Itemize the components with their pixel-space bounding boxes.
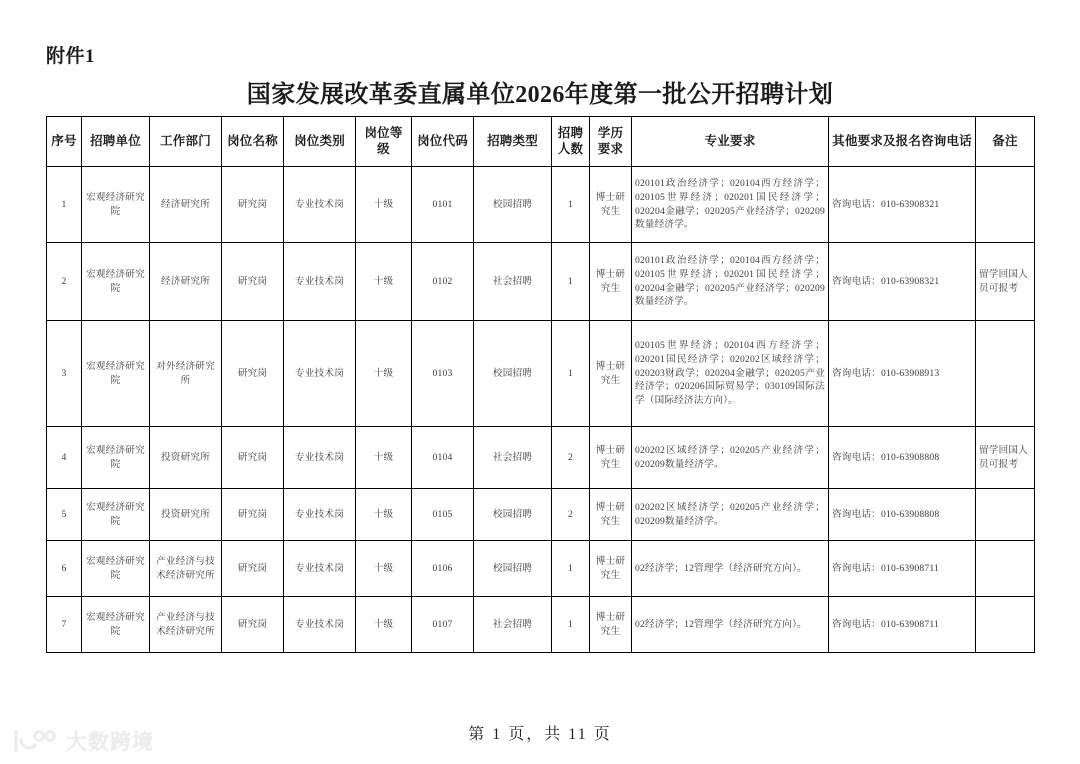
column-header-post-name: 岗位名称 [222,117,284,167]
cell-remark [976,321,1035,427]
column-header-post-category: 岗位类别 [284,117,356,167]
cell-dept: 投资研究所 [150,427,222,489]
cell-education: 博士研究生 [590,597,632,653]
recruitment-plan-table [46,116,1035,653]
cell-dept: 经济研究所 [150,167,222,243]
watermark-text: 大数跨境 [66,731,154,754]
cell-unit: 宏观经济研究院 [82,541,150,597]
cell-remark: 留学回国人员可报考 [976,427,1035,489]
cell-other: 咨询电话：010-63908711 [829,541,976,597]
cell-major: 02经济学；12管理学（经济研究方向）。 [632,541,829,597]
cell-education: 博士研究生 [590,167,632,243]
cell-seq: 2 [47,243,82,321]
table-row [47,167,1035,243]
cell-other: 咨询电话：010-63908808 [829,427,976,489]
cell-post-name: 研究岗 [222,597,284,653]
table-row [47,427,1035,489]
page-number-footer: 第 1 页，共 11 页 [468,726,612,743]
cell-recruit-type: 校园招聘 [474,541,552,597]
cell-unit: 宏观经济研究院 [82,427,150,489]
cell-recruit-type: 校园招聘 [474,321,552,427]
cell-headcount: 1 [552,541,590,597]
cell-other: 咨询电话：010-63908913 [829,321,976,427]
cell-seq: 3 [47,321,82,427]
cell-headcount: 1 [552,243,590,321]
table-row [47,597,1035,653]
table-header-row [47,117,1035,167]
cell-dept: 投资研究所 [150,489,222,541]
cell-dept: 对外经济研究所 [150,321,222,427]
cell-unit: 宏观经济研究院 [82,321,150,427]
table-row [47,489,1035,541]
cell-dept: 产业经济与技术经济研究所 [150,597,222,653]
cell-remark [976,541,1035,597]
cell-post-level: 十级 [356,321,412,427]
cell-remark [976,597,1035,653]
cell-other: 咨询电话：010-63908711 [829,597,976,653]
cell-major: 020202区域经济学；020205产业经济学；020209数量经济学。 [632,427,829,489]
table-row [47,541,1035,597]
circles-logo-icon [12,728,58,754]
column-header-headcount: 招聘人数 [552,117,590,167]
cell-other: 咨询电话：010-63908321 [829,167,976,243]
column-header-unit: 招聘单位 [82,117,150,167]
cell-post-level: 十级 [356,427,412,489]
cell-seq: 4 [47,427,82,489]
column-header-education: 学历要求 [590,117,632,167]
cell-post-level: 十级 [356,541,412,597]
cell-recruit-type: 社会招聘 [474,597,552,653]
table-row [47,243,1035,321]
cell-post-name: 研究岗 [222,243,284,321]
cell-post-code: 0103 [412,321,474,427]
cell-post-level: 十级 [356,489,412,541]
column-header-remark: 备注 [976,117,1035,167]
cell-recruit-type: 校园招聘 [474,167,552,243]
column-header-post-level: 岗位等级 [356,117,412,167]
cell-headcount: 1 [552,597,590,653]
cell-unit: 宏观经济研究院 [82,489,150,541]
column-header-major: 专业要求 [632,117,829,167]
cell-post-name: 研究岗 [222,489,284,541]
cell-remark [976,489,1035,541]
cell-post-name: 研究岗 [222,427,284,489]
cell-recruit-type: 校园招聘 [474,489,552,541]
cell-education: 博士研究生 [590,427,632,489]
cell-major: 020202区域经济学；020205产业经济学；020209数量经济学。 [632,489,829,541]
cell-post-category: 专业技术岗 [284,427,356,489]
cell-major: 020105世界经济；020104西方经济学；020201国民经济学；020202区域经济学；020203财政学；020204金融学；020205产业经济学；020206国际贸易学；030109国际法学（国际经济法方向）。 [632,321,829,427]
cell-dept: 产业经济与技术经济研究所 [150,541,222,597]
cell-unit: 宏观经济研究院 [82,243,150,321]
cell-post-code: 0107 [412,597,474,653]
cell-major: 020101政治经济学；020104西方经济学；020105世界经济；020201国民经济学；020204金融学；020205产业经济学；020209数量经济学。 [632,167,829,243]
cell-major: 020101政治经济学；020104西方经济学；020105世界经济；020201国民经济学；020204金融学；020205产业经济学；020209数量经济学。 [632,243,829,321]
column-header-other: 其他要求及报名咨询电话 [829,117,976,167]
cell-seq: 6 [47,541,82,597]
cell-headcount: 1 [552,167,590,243]
cell-remark: 留学回国人员可报考 [976,243,1035,321]
column-header-recruit-type: 招聘类型 [474,117,552,167]
cell-dept: 经济研究所 [150,243,222,321]
cell-post-code: 0106 [412,541,474,597]
cell-education: 博士研究生 [590,541,632,597]
cell-post-code: 0101 [412,167,474,243]
cell-post-category: 专业技术岗 [284,597,356,653]
cell-post-level: 十级 [356,243,412,321]
watermark [12,726,154,756]
cell-post-name: 研究岗 [222,167,284,243]
cell-recruit-type: 社会招聘 [474,427,552,489]
cell-post-level: 十级 [356,597,412,653]
cell-post-category: 专业技术岗 [284,321,356,427]
table-row [47,321,1035,427]
cell-headcount: 2 [552,489,590,541]
cell-post-category: 专业技术岗 [284,243,356,321]
cell-headcount: 1 [552,321,590,427]
cell-major: 02经济学；12管理学（经济研究方向）。 [632,597,829,653]
cell-unit: 宏观经济研究院 [82,597,150,653]
cell-post-code: 0105 [412,489,474,541]
column-header-post-code: 岗位代码 [412,117,474,167]
cell-education: 博士研究生 [590,321,632,427]
cell-post-level: 十级 [356,167,412,243]
cell-seq: 7 [47,597,82,653]
cell-recruit-type: 社会招聘 [474,243,552,321]
cell-unit: 宏观经济研究院 [82,167,150,243]
cell-post-code: 0102 [412,243,474,321]
cell-education: 博士研究生 [590,489,632,541]
page-title: 国家发展改革委直属单位2026年度第一批公开招聘计划 [246,82,834,108]
cell-remark [976,167,1035,243]
attachment-label: 附件1 [46,46,96,67]
cell-other: 咨询电话：010-63908808 [829,489,976,541]
cell-post-code: 0104 [412,427,474,489]
cell-post-name: 研究岗 [222,541,284,597]
cell-other: 咨询电话：010-63908321 [829,243,976,321]
cell-seq: 1 [47,167,82,243]
cell-post-category: 专业技术岗 [284,489,356,541]
column-header-dept: 工作部门 [150,117,222,167]
cell-post-category: 专业技术岗 [284,167,356,243]
cell-education: 博士研究生 [590,243,632,321]
cell-seq: 5 [47,489,82,541]
cell-post-category: 专业技术岗 [284,541,356,597]
column-header-seq: 序号 [47,117,82,167]
cell-headcount: 2 [552,427,590,489]
cell-post-name: 研究岗 [222,321,284,427]
